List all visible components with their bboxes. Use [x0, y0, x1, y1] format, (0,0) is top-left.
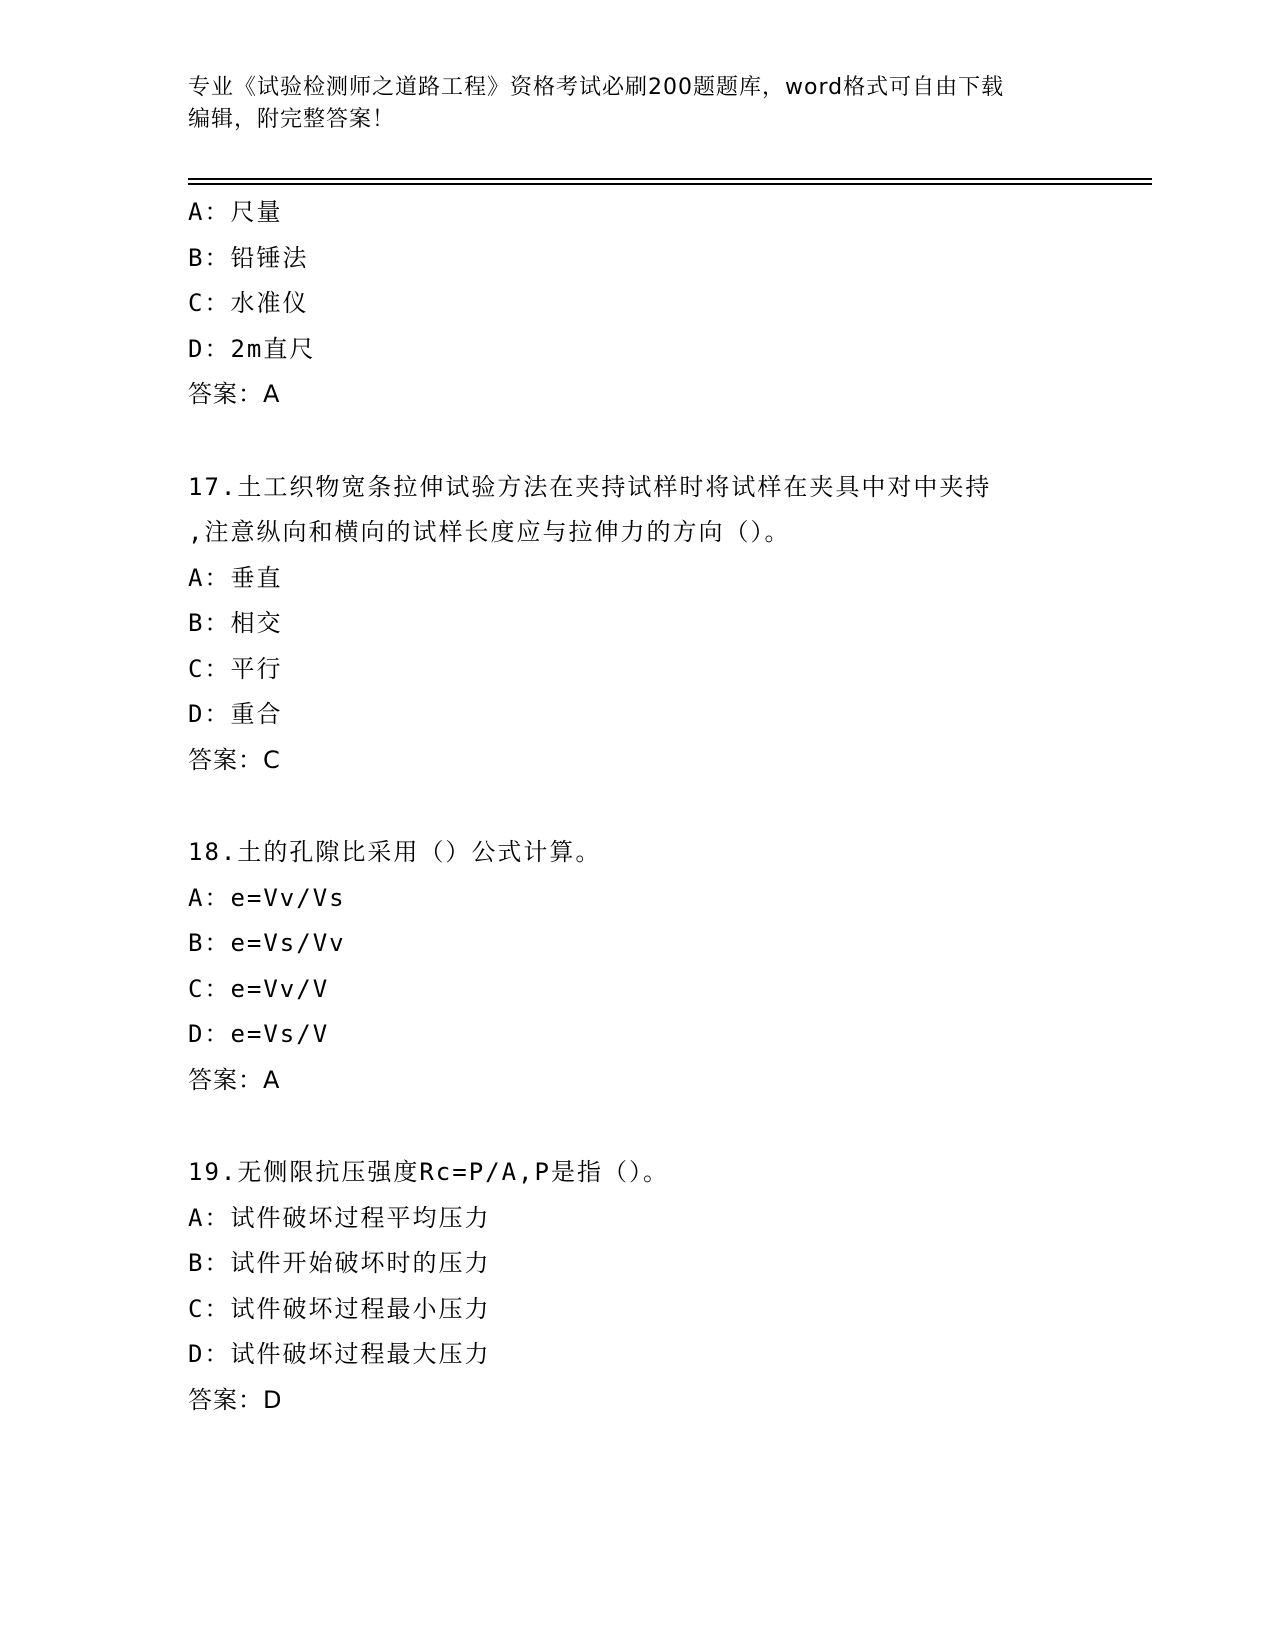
- question-list: [188, 190, 1152, 1423]
- option-a: A：e=Vv/Vs: [188, 883, 346, 912]
- block-spacer: [188, 418, 1152, 465]
- option-c: C：水准仪: [188, 289, 309, 317]
- question-block: [188, 190, 1152, 418]
- option-d: D：试件破坏过程最大压力: [188, 1340, 491, 1368]
- option-b: B：相交: [188, 609, 283, 637]
- option-d: D：2m直尺: [188, 334, 316, 363]
- question-block: [188, 830, 1152, 1103]
- option-a: A：尺量: [188, 198, 283, 226]
- question-text: 18.土的孔隙比采用（）公式计算。: [188, 838, 602, 866]
- header-line-2: 编辑，附完整答案！: [188, 107, 396, 132]
- option-c: C：平行: [188, 654, 283, 683]
- option-a: A：试件破坏过程平均压力: [188, 1203, 491, 1232]
- question-block: [188, 1150, 1152, 1423]
- option-d: D：e=Vs/V: [188, 1020, 330, 1048]
- answer-line: 答案：A: [188, 380, 281, 408]
- option-b: B：试件开始破坏时的压力: [188, 1249, 491, 1277]
- option-a: A：垂直: [188, 563, 283, 592]
- header-divider-top: [188, 178, 1152, 180]
- question-text: 17.土工织物宽条拉伸试验方法在夹持试样时将试样在夹具中对中夹持: [188, 472, 992, 501]
- block-spacer: [188, 1103, 1152, 1150]
- document-header: [188, 72, 1068, 136]
- question-text: 19.无侧限抗压强度Rc=P/A,P是指（）。: [188, 1158, 669, 1186]
- header-divider-bottom: [188, 183, 1152, 185]
- option-b: B：铅锤法: [188, 243, 309, 272]
- question-block: [188, 465, 1152, 784]
- option-c: C：e=Vv/V: [188, 974, 330, 1003]
- option-c: C：试件破坏过程最小压力: [188, 1294, 491, 1323]
- option-d: D：重合: [188, 700, 283, 728]
- block-spacer: [188, 783, 1152, 830]
- answer-line: 答案：A: [188, 1065, 281, 1094]
- answer-line: 答案：C: [188, 745, 281, 774]
- answer-line: 答案：D: [188, 1385, 283, 1414]
- header-line-1: 专业《试验检测师之道路工程》资格考试必刷200题题库，word格式可自由下载: [188, 75, 1005, 100]
- question-text: ,注意纵向和横向的试样长度应与拉伸力的方向（）。: [188, 518, 791, 546]
- option-b: B：e=Vs/Vv: [188, 929, 346, 957]
